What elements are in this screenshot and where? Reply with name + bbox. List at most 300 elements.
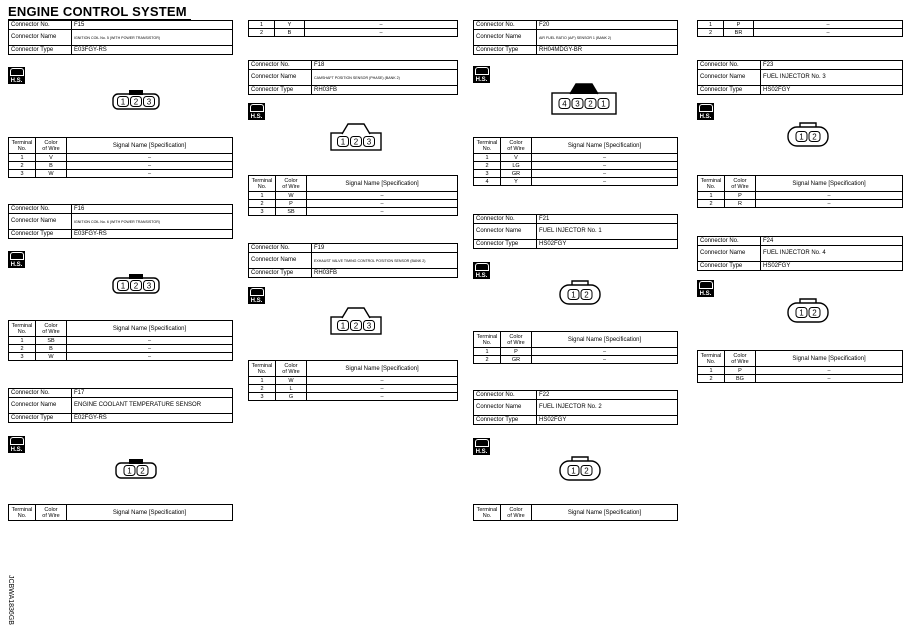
table-row bbox=[249, 208, 458, 216]
field-label: Connector Name bbox=[9, 398, 72, 414]
connector-type: HS02FGY bbox=[537, 416, 678, 425]
terminal-table-f15 bbox=[8, 137, 233, 178]
connector-f19 bbox=[248, 243, 458, 278]
field-label: Connector Type bbox=[9, 46, 72, 55]
terminal-cell: 1 bbox=[9, 337, 36, 345]
col-wire-color bbox=[501, 332, 532, 348]
pin-number: 1 bbox=[571, 290, 576, 300]
table-row bbox=[249, 200, 458, 208]
header-line: No. bbox=[482, 512, 492, 519]
terminal-cell: 3 bbox=[249, 393, 276, 401]
connector-no: F22 bbox=[537, 391, 678, 400]
table-row bbox=[9, 170, 233, 178]
wire-color-cell: P bbox=[276, 200, 307, 208]
wire-color-cell: V bbox=[501, 154, 532, 162]
connector-info-table bbox=[8, 20, 233, 55]
terminal-table bbox=[248, 175, 458, 216]
field-label: Connector Name bbox=[474, 400, 537, 416]
terminal-table bbox=[473, 137, 678, 186]
connector-type: E03FGY-RS bbox=[72, 230, 233, 239]
header-line: Color bbox=[284, 362, 298, 369]
signal-cell: – bbox=[532, 348, 678, 356]
col-signal-name: Signal Name [Specification] bbox=[67, 505, 233, 521]
col-signal-name: Signal Name [Specification] bbox=[532, 332, 678, 348]
pin-number: 2 bbox=[133, 97, 139, 107]
connector-info-table bbox=[473, 20, 678, 55]
col-signal-name: Signal Name [Specification] bbox=[756, 351, 903, 367]
header-line: of Wire bbox=[42, 145, 60, 152]
wire-color-cell: R bbox=[725, 200, 756, 208]
connector-name: IGNITION COIL No. 5 (WITH POWER TRANSISTOR) bbox=[72, 30, 233, 46]
header-line: Color bbox=[44, 322, 58, 329]
connector-f18 bbox=[248, 60, 458, 95]
header-line: Color bbox=[44, 506, 58, 513]
connector-name: CAMSHAFT POSITION SENSOR (PHASE) (BANK 2) bbox=[312, 70, 458, 86]
connector-info-table bbox=[473, 390, 678, 425]
pin-number: 1 bbox=[340, 137, 346, 147]
locking-hood bbox=[342, 308, 370, 318]
connector-no: F19 bbox=[312, 244, 458, 253]
connector-face-f19 bbox=[330, 306, 382, 336]
header-line: Color bbox=[733, 352, 747, 359]
col-signal-name: Signal Name [Specification] bbox=[756, 176, 903, 192]
connector-f20 bbox=[473, 20, 678, 55]
signal-cell: – bbox=[756, 375, 903, 383]
table-row bbox=[474, 170, 678, 178]
pin-number: 2 bbox=[353, 137, 359, 147]
signal-cell: – bbox=[307, 192, 458, 200]
pin-number: 1 bbox=[120, 281, 126, 291]
field-label: Connector No. bbox=[9, 21, 72, 30]
pin-number: 2 bbox=[812, 308, 817, 318]
header-line: No. bbox=[17, 328, 27, 335]
harness-side-icon: H.S. bbox=[248, 103, 265, 120]
connector-face-f21 bbox=[558, 280, 602, 306]
connector-type: HS02FGY bbox=[761, 262, 903, 271]
wire-color-cell: W bbox=[276, 192, 307, 200]
harness-side-icon: H.S. bbox=[697, 103, 714, 120]
connector-no: F16 bbox=[72, 205, 233, 214]
col-terminal-no bbox=[9, 138, 36, 154]
connector-name: AIR FUEL RATIO (A/F) SENSOR 1 (BANK 2) bbox=[537, 30, 678, 46]
signal-cell: – bbox=[67, 353, 233, 361]
harness-side-icon: H.S. bbox=[8, 251, 25, 268]
connector-housing bbox=[788, 303, 828, 322]
connector-f16 bbox=[8, 204, 233, 239]
locking-hood bbox=[570, 84, 598, 94]
terminal-cell: 2 bbox=[9, 345, 36, 353]
signal-cell: – bbox=[305, 21, 458, 29]
pin-number: 4 bbox=[562, 99, 567, 109]
terminal-cell: 2 bbox=[474, 162, 501, 170]
col-terminal-no bbox=[9, 321, 36, 337]
terminal-cell: 3 bbox=[249, 208, 276, 216]
header-line: No. bbox=[17, 512, 27, 519]
header-line: Color bbox=[44, 139, 58, 146]
locking-tab bbox=[129, 274, 143, 279]
connector-housing bbox=[788, 127, 828, 146]
table-row bbox=[9, 337, 233, 345]
terminal-table-f23 bbox=[697, 175, 903, 208]
header-line: No. bbox=[257, 368, 267, 375]
terminal-cell: 1 bbox=[9, 154, 36, 162]
header-line: Terminal bbox=[11, 139, 33, 146]
pin-number: 3 bbox=[575, 99, 580, 109]
table-row bbox=[474, 154, 678, 162]
table-row bbox=[474, 348, 678, 356]
table-row bbox=[249, 377, 458, 385]
field-label: Connector Type bbox=[698, 86, 761, 95]
locking-hood bbox=[342, 124, 370, 134]
connector-no: F21 bbox=[537, 215, 678, 224]
terminal-cell: 1 bbox=[698, 21, 724, 29]
col-terminal-no bbox=[698, 351, 725, 367]
header-line: Terminal bbox=[251, 177, 273, 184]
signal-cell: – bbox=[532, 162, 678, 170]
table-row bbox=[474, 162, 678, 170]
wire-color-cell: B bbox=[36, 345, 67, 353]
field-label: Connector No. bbox=[474, 391, 537, 400]
field-label: Connector Name bbox=[474, 30, 537, 46]
signal-cell: – bbox=[756, 192, 903, 200]
wire-color-cell: BR bbox=[724, 29, 754, 37]
col-signal-name: Signal Name [Specification] bbox=[307, 361, 458, 377]
terminal-cell: 3 bbox=[9, 170, 36, 178]
col-wire-color bbox=[36, 138, 67, 154]
signal-cell: – bbox=[532, 170, 678, 178]
table-row bbox=[9, 154, 233, 162]
signal-cell: – bbox=[307, 208, 458, 216]
wire-color-cell: P bbox=[725, 367, 756, 375]
connector-face-f15 bbox=[112, 89, 160, 111]
header-line: No. bbox=[482, 339, 492, 346]
connector-info-table bbox=[473, 214, 678, 249]
col-wire-color bbox=[725, 351, 756, 367]
field-label: Connector No. bbox=[474, 215, 537, 224]
header-line: of Wire bbox=[507, 339, 525, 346]
terminal-table-f18 bbox=[248, 175, 458, 216]
wire-color-cell: P bbox=[501, 348, 532, 356]
terminal-cell: 2 bbox=[249, 200, 276, 208]
pin-number: 1 bbox=[340, 321, 346, 331]
table-row bbox=[698, 192, 903, 200]
table-row bbox=[249, 29, 458, 37]
header-line: of Wire bbox=[42, 512, 60, 519]
wire-color-cell: GR bbox=[501, 356, 532, 364]
col-signal-name: Signal Name [Specification] bbox=[67, 321, 233, 337]
table-row bbox=[249, 21, 458, 29]
terminal-cell: 1 bbox=[698, 192, 725, 200]
wire-color-cell: SB bbox=[276, 208, 307, 216]
connector-info-table bbox=[248, 243, 458, 278]
terminal-table-f20 bbox=[473, 137, 678, 186]
col-signal-name: Signal Name [Specification] bbox=[532, 505, 678, 521]
connector-type: RH03FB bbox=[312, 86, 458, 95]
terminal-cell: 2 bbox=[698, 29, 724, 37]
connector-f21 bbox=[473, 214, 678, 249]
pin-number: 2 bbox=[812, 132, 817, 142]
header-line: of Wire bbox=[507, 145, 525, 152]
terminal-table bbox=[8, 320, 233, 361]
terminal-table-f16 bbox=[8, 320, 233, 361]
connector-no: F17 bbox=[72, 389, 233, 398]
terminal-cell: 1 bbox=[474, 154, 501, 162]
signal-cell: – bbox=[307, 200, 458, 208]
field-label: Connector Type bbox=[249, 269, 312, 278]
col-wire-color bbox=[36, 321, 67, 337]
signal-cell: – bbox=[307, 393, 458, 401]
pin-number: 2 bbox=[133, 281, 139, 291]
connector-f22 bbox=[473, 390, 678, 425]
terminal-table-f17 bbox=[8, 504, 233, 521]
harness-side-icon: H.S. bbox=[473, 438, 490, 455]
terminal-table bbox=[473, 504, 678, 521]
terminal-cell: 3 bbox=[9, 353, 36, 361]
connector-face-f17 bbox=[115, 458, 157, 480]
connector-f15 bbox=[8, 20, 233, 55]
terminal-table-f22 bbox=[473, 504, 678, 521]
pin-number: 2 bbox=[588, 99, 593, 109]
field-label: Connector Type bbox=[698, 262, 761, 271]
harness-side-icon: H.S. bbox=[697, 280, 714, 297]
col-terminal-no bbox=[698, 176, 725, 192]
terminal-table bbox=[697, 350, 903, 383]
terminal-cell: 1 bbox=[249, 21, 275, 29]
table-row bbox=[9, 345, 233, 353]
col-signal-name: Signal Name [Specification] bbox=[532, 138, 678, 154]
col-terminal-no bbox=[474, 505, 501, 521]
wire-color-cell: P bbox=[724, 21, 754, 29]
field-label: Connector Type bbox=[9, 230, 72, 239]
table-row bbox=[249, 393, 458, 401]
header-line: of Wire bbox=[282, 183, 300, 190]
wire-color-cell: V bbox=[36, 154, 67, 162]
terminal-cell: 4 bbox=[474, 178, 501, 186]
connector-no: F15 bbox=[72, 21, 233, 30]
pin-number: 1 bbox=[120, 97, 126, 107]
field-label: Connector No. bbox=[698, 237, 761, 246]
connector-face-f22 bbox=[558, 456, 602, 482]
field-label: Connector Type bbox=[9, 414, 72, 423]
field-label: Connector No. bbox=[9, 205, 72, 214]
connector-type: HS02FGY bbox=[761, 86, 903, 95]
col-terminal-no bbox=[9, 505, 36, 521]
table-row bbox=[9, 353, 233, 361]
signal-cell: – bbox=[532, 178, 678, 186]
terminal-cell: 2 bbox=[249, 29, 275, 37]
harness-side-icon: H.S. bbox=[8, 67, 25, 84]
wire-color-cell: W bbox=[36, 170, 67, 178]
col-wire-color bbox=[276, 361, 307, 377]
table-row bbox=[474, 178, 678, 186]
pin-number: 2 bbox=[140, 466, 145, 476]
signal-cell: – bbox=[67, 162, 233, 170]
connector-housing bbox=[116, 463, 156, 478]
connector-f17 bbox=[8, 388, 233, 423]
header-line: Terminal bbox=[11, 322, 33, 329]
locking-tab bbox=[129, 90, 143, 95]
col-terminal-no bbox=[474, 138, 501, 154]
terminal-cell: 2 bbox=[249, 385, 276, 393]
field-label: Connector No. bbox=[249, 61, 312, 70]
connector-face-f20 bbox=[551, 82, 617, 116]
field-label: Connector Name bbox=[698, 70, 761, 86]
terminal-cell: 1 bbox=[249, 192, 276, 200]
terminal-table-continued bbox=[697, 20, 903, 37]
header-line: of Wire bbox=[507, 512, 525, 519]
pin-number: 3 bbox=[146, 281, 152, 291]
connector-name: FUEL INJECTOR No. 2 bbox=[537, 400, 678, 416]
header-line: Color bbox=[509, 506, 523, 513]
connector-f24 bbox=[697, 236, 903, 271]
terminal-table bbox=[248, 360, 458, 401]
pin-number: 1 bbox=[601, 99, 606, 109]
header-line: Terminal bbox=[251, 362, 273, 369]
connector-face-f16 bbox=[112, 273, 160, 295]
connector-housing bbox=[560, 285, 600, 304]
signal-cell: – bbox=[307, 377, 458, 385]
connector-info-table bbox=[697, 236, 903, 271]
col-terminal-no bbox=[474, 332, 501, 348]
wire-color-cell: Y bbox=[275, 21, 305, 29]
col-signal-name: Signal Name [Specification] bbox=[307, 176, 458, 192]
header-line: No. bbox=[257, 183, 267, 190]
connector-name: FUEL INJECTOR No. 4 bbox=[761, 246, 903, 262]
field-label: Connector No. bbox=[698, 61, 761, 70]
wire-color-cell: Y bbox=[501, 178, 532, 186]
pin-number: 3 bbox=[146, 97, 152, 107]
header-line: Color bbox=[733, 177, 747, 184]
col-wire-color bbox=[725, 176, 756, 192]
field-label: Connector Name bbox=[9, 214, 72, 230]
connector-no: F20 bbox=[537, 21, 678, 30]
header-line: of Wire bbox=[731, 183, 749, 190]
header-line: No. bbox=[482, 145, 492, 152]
terminal-cell: 2 bbox=[698, 200, 725, 208]
signal-cell: – bbox=[67, 154, 233, 162]
terminal-cell: 2 bbox=[9, 162, 36, 170]
table-row bbox=[698, 367, 903, 375]
signal-cell: – bbox=[532, 154, 678, 162]
connector-face-f18 bbox=[330, 122, 382, 152]
wire-color-cell: P bbox=[725, 192, 756, 200]
terminal-cell: 3 bbox=[474, 170, 501, 178]
harness-side-icon: H.S. bbox=[473, 262, 490, 279]
wire-color-cell: W bbox=[276, 377, 307, 385]
field-label: Connector Name bbox=[249, 70, 312, 86]
col-terminal-no bbox=[249, 176, 276, 192]
connector-type: HS02FGY bbox=[537, 240, 678, 249]
col-wire-color bbox=[501, 138, 532, 154]
signal-cell: – bbox=[756, 200, 903, 208]
col-wire-color bbox=[276, 176, 307, 192]
terminal-cell: 1 bbox=[698, 367, 725, 375]
field-label: Connector Type bbox=[474, 46, 537, 55]
terminal-cell: 2 bbox=[474, 356, 501, 364]
field-label: Connector No. bbox=[474, 21, 537, 30]
connector-name: ENGINE COOLANT TEMPERATURE SENSOR bbox=[72, 398, 233, 414]
wire-color-cell: BG bbox=[725, 375, 756, 383]
table-row bbox=[698, 21, 903, 29]
terminal-table bbox=[697, 20, 903, 37]
terminal-table bbox=[473, 331, 678, 364]
field-label: Connector Type bbox=[474, 416, 537, 425]
pin-number: 2 bbox=[584, 466, 589, 476]
header-line: Color bbox=[509, 139, 523, 146]
harness-side-icon: H.S. bbox=[8, 436, 25, 453]
terminal-table bbox=[8, 504, 233, 521]
header-line: Color bbox=[284, 177, 298, 184]
field-label: Connector Name bbox=[698, 246, 761, 262]
signal-cell: – bbox=[754, 29, 903, 37]
terminal-cell: 1 bbox=[249, 377, 276, 385]
field-label: Connector No. bbox=[249, 244, 312, 253]
wire-color-cell: G bbox=[276, 393, 307, 401]
connector-info-table bbox=[248, 60, 458, 95]
connector-type: E02FGY-RS bbox=[72, 414, 233, 423]
terminal-table-f19 bbox=[248, 360, 458, 401]
wire-color-cell: W bbox=[36, 353, 67, 361]
signal-cell: – bbox=[305, 29, 458, 37]
header-line: No. bbox=[706, 358, 716, 365]
connector-no: F24 bbox=[761, 237, 903, 246]
pin-number: 1 bbox=[127, 466, 132, 476]
signal-cell: – bbox=[67, 170, 233, 178]
terminal-cell: 2 bbox=[698, 375, 725, 383]
signal-cell: – bbox=[67, 345, 233, 353]
table-row bbox=[698, 29, 903, 37]
header-line: Terminal bbox=[700, 352, 722, 359]
connector-info-table bbox=[697, 60, 903, 95]
col-signal-name: Signal Name [Specification] bbox=[67, 138, 233, 154]
connector-type: E03FGY-RS bbox=[72, 46, 233, 55]
wire-color-cell: GR bbox=[501, 170, 532, 178]
field-label: Connector No. bbox=[9, 389, 72, 398]
header-line: No. bbox=[706, 183, 716, 190]
terminal-table-continued bbox=[248, 20, 458, 37]
header-line: Terminal bbox=[11, 506, 33, 513]
table-row bbox=[9, 162, 233, 170]
connector-no: F18 bbox=[312, 61, 458, 70]
table-row bbox=[249, 192, 458, 200]
connector-face-f24 bbox=[786, 298, 830, 324]
connector-f23 bbox=[697, 60, 903, 95]
connector-name: FUEL INJECTOR No. 3 bbox=[761, 70, 903, 86]
header-line: Terminal bbox=[700, 177, 722, 184]
pin-number: 1 bbox=[799, 308, 804, 318]
connector-face-f23 bbox=[786, 122, 830, 148]
header-line: Terminal bbox=[476, 333, 498, 340]
document-code: JCBWA1836GB bbox=[7, 575, 14, 625]
table-row bbox=[474, 356, 678, 364]
wire-color-cell: B bbox=[275, 29, 305, 37]
harness-side-icon: H.S. bbox=[248, 287, 265, 304]
signal-cell: – bbox=[756, 367, 903, 375]
signal-cell: – bbox=[67, 337, 233, 345]
terminal-table bbox=[8, 137, 233, 178]
col-wire-color bbox=[501, 505, 532, 521]
col-wire-color bbox=[36, 505, 67, 521]
pin-number: 1 bbox=[799, 132, 804, 142]
wire-color-cell: SB bbox=[36, 337, 67, 345]
signal-cell: – bbox=[754, 21, 903, 29]
pin-number: 3 bbox=[366, 321, 372, 331]
connector-type: RH04MDGY-BR bbox=[537, 46, 678, 55]
wire-color-cell: L bbox=[276, 385, 307, 393]
header-line: Terminal bbox=[476, 139, 498, 146]
connector-no: F23 bbox=[761, 61, 903, 70]
pin-number: 2 bbox=[584, 290, 589, 300]
